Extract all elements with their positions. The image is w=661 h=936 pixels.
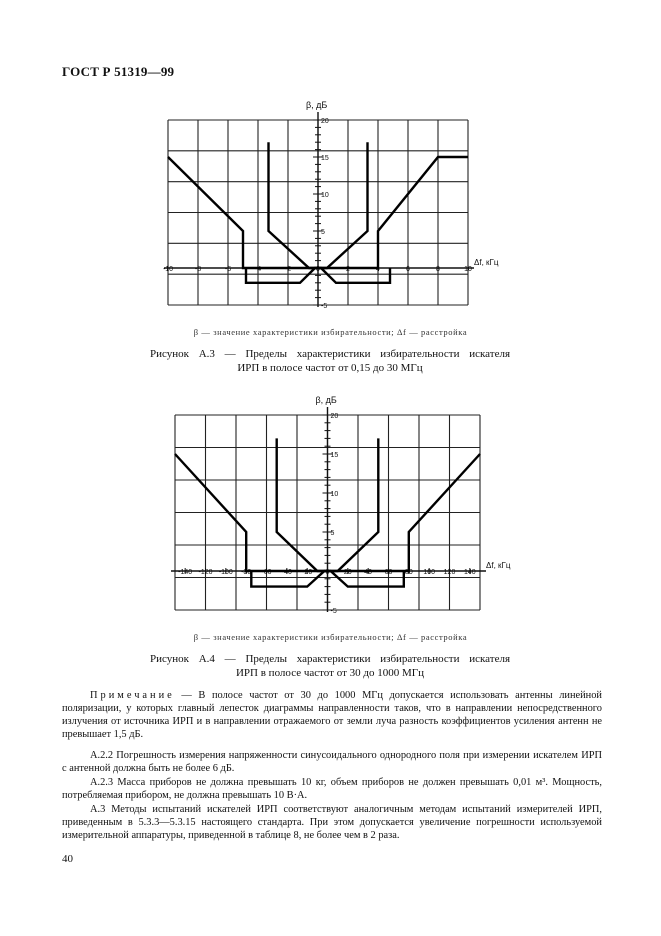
y-tick-label: 20: [330, 413, 339, 420]
x-axis-label: Δf, кГц: [486, 561, 511, 570]
x-tick-label: 4: [376, 266, 380, 273]
figure-a4-caption-line2: ИРП в полосе частот от 30 до 1000 МГц: [235, 667, 424, 679]
note-text: — В полосе частот от 30 до 1000 МГц допускается использовать антенны линейной поляризации, у которых главный лепесток диаграммы направленности таков, что в направлении непосредственного излучения от источника ИРП и в направлении отражаемого от земли луча разность коэффициентов усиления антенн не превышает 1,5 дБ.: [62, 690, 602, 740]
figure-a4-caption-line1: Рисунок А.4 — Пределы характеристики избирательности искателя: [150, 653, 510, 665]
x-tick-label: 60: [384, 569, 393, 576]
series-line-lower-left: [277, 438, 328, 571]
standard-header: ГОСТ Р 51319—99: [62, 64, 175, 79]
x-tick-label: -2: [284, 266, 292, 273]
x-tick-label: -10: [162, 266, 174, 273]
figure-a3-caption-line1: Рисунок А.3 — Пределы характеристики избирательности искателя: [150, 348, 510, 360]
note-label: Примечание: [90, 690, 175, 701]
figure-a3-caption: [150, 347, 510, 375]
note-paragraph: [62, 689, 602, 741]
y-tick-label: 10: [330, 491, 339, 498]
y-tick-label: 20: [321, 118, 329, 125]
x-tick-label: 6: [406, 266, 410, 273]
x-tick-label: 2: [346, 266, 350, 273]
x-tick-label: -4: [254, 266, 262, 273]
x-tick-label: 0: [325, 569, 330, 576]
x-tick-label: 10: [464, 266, 472, 273]
figure-a4-chart: [150, 395, 520, 625]
paragraph-a22: А.2.2 Погрешность измерения напряженности синусоидального однородного поля при измерении искателем ИРП с антенной должна быть не более 6 дБ.: [62, 750, 602, 774]
x-tick-label: -8: [194, 266, 202, 273]
x-tick-label: 120: [443, 569, 456, 576]
paragraph-a23: А.2.3 Масса приборов не должна превышать 10 кг, объем приборов не должен превышать 0,01 м³. Мощность, потребляемая прибором, не должна превышать 10 В·А.: [62, 777, 602, 801]
x-tick-label: -40: [281, 569, 292, 576]
figure-a3-chart: [150, 95, 499, 320]
y-axis-label: β, дБ: [306, 100, 328, 110]
x-tick-label: -20: [302, 569, 313, 576]
x-tick-label: 20: [343, 569, 352, 576]
y-tick-label: 15: [321, 155, 329, 162]
x-tick-label: -140: [178, 569, 193, 576]
figure-a3-legend: β — значение характеристики избирательности; Δf — расстройка: [193, 327, 468, 337]
x-tick-label: -80: [241, 569, 252, 576]
x-tick-label: 100: [423, 569, 436, 576]
series-line-lower-left: [269, 142, 319, 268]
x-tick-label: -60: [261, 569, 272, 576]
x-tick-label: -100: [218, 569, 233, 576]
page-number: 40: [62, 853, 73, 865]
y-tick-label: -5: [321, 303, 328, 310]
x-tick-label: 140: [463, 569, 476, 576]
y-tick-label: 10: [321, 192, 329, 199]
y-tick-label: 5: [321, 229, 325, 236]
y-tick-label: -5: [330, 608, 337, 615]
x-tick-label: 40: [364, 569, 373, 576]
figure-a3-caption-line2: ИРП в полосе частот от 0,15 до 30 МГц: [237, 362, 423, 374]
y-tick-label: 15: [330, 452, 339, 459]
x-tick-label: 80: [404, 569, 413, 576]
x-tick-label: 0: [316, 266, 320, 273]
figure-a4-caption: [150, 652, 510, 680]
figure-a4-legend: β — значение характеристики избирательности; Δf — расстройка: [193, 632, 468, 642]
y-axis-label: β, дБ: [315, 395, 337, 405]
paragraph-a3: А.3 Методы испытаний искателей ИРП соответствуют аналогичным методам испытаний измерителей ИРП, приведенным в 5.3.3—5.3.15 настоящего стандарта. При этом допускается увеличение погрешности используемой измерительной аппаратуры, приведенной в таблице 8, не более чем в 2 раза.: [62, 804, 602, 841]
x-tick-label: -6: [224, 266, 232, 273]
x-tick-label: -120: [198, 569, 213, 576]
y-tick-label: 5: [330, 530, 335, 537]
x-tick-label: 8: [436, 266, 440, 273]
x-axis-label: Δf, кГц: [474, 258, 499, 267]
